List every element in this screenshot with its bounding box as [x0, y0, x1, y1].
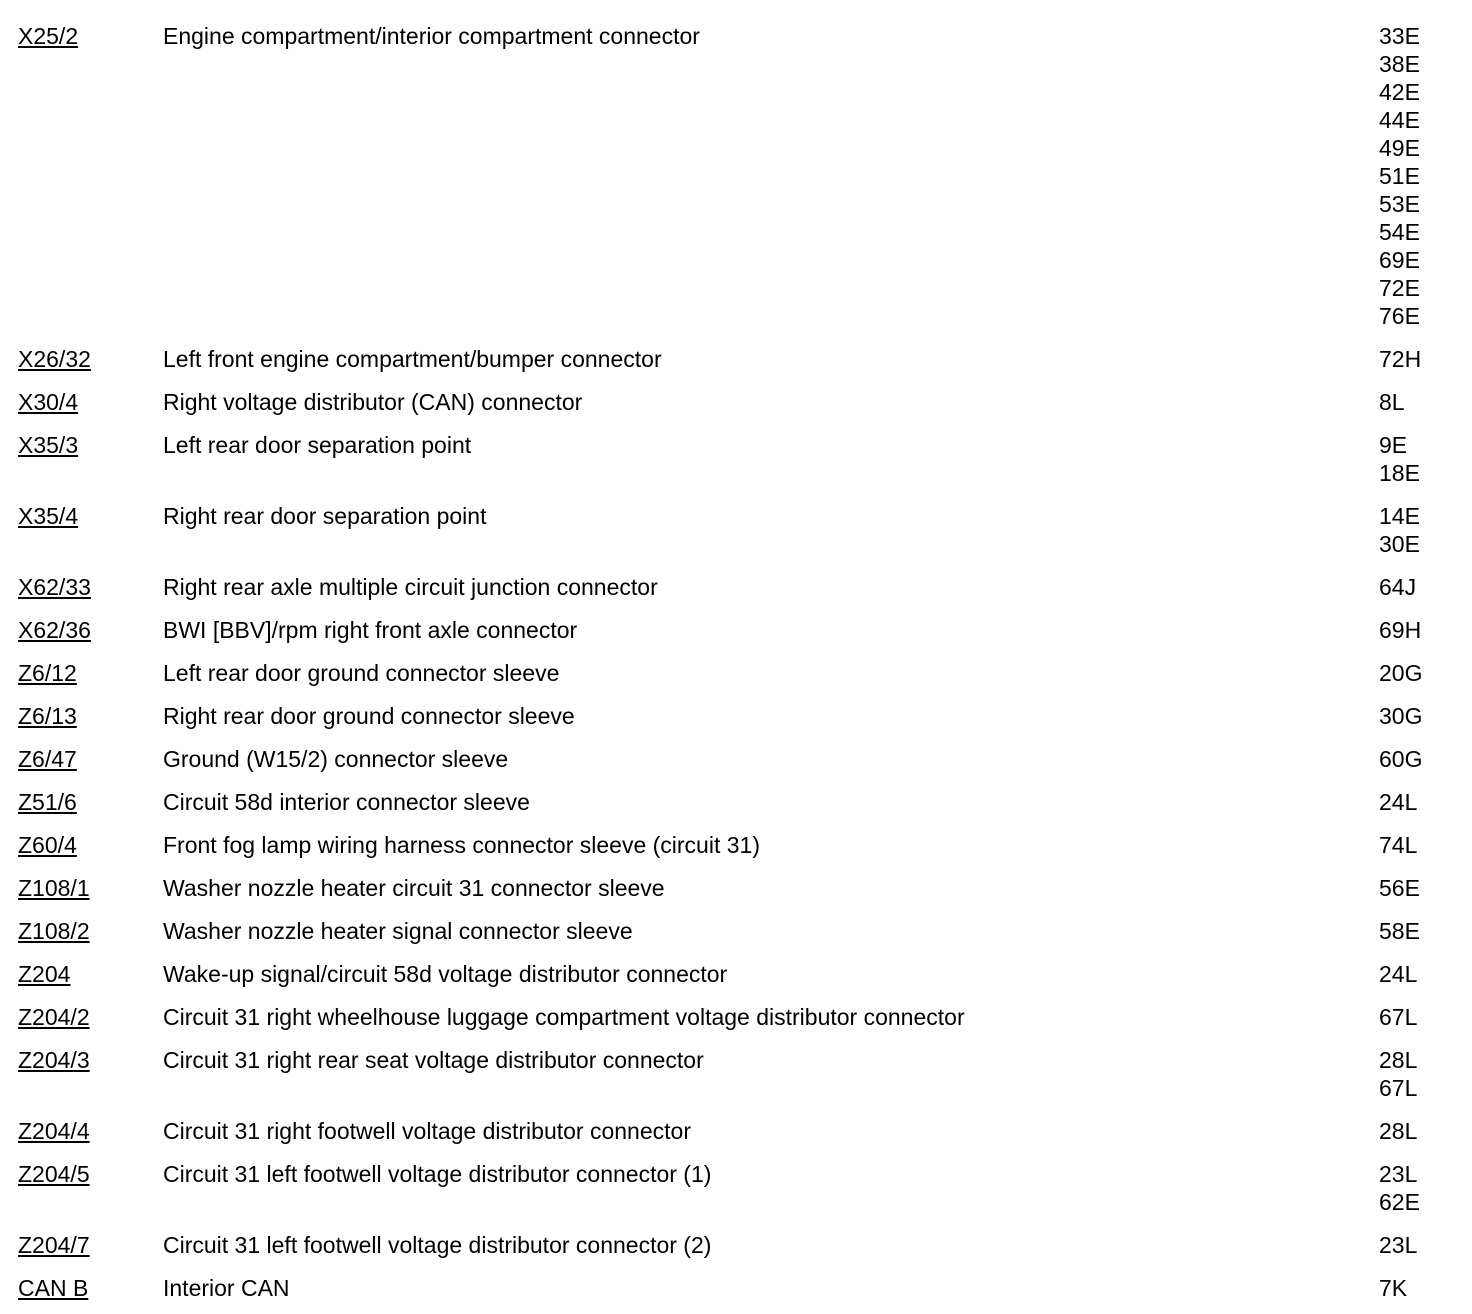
- grid-reference-list: [1379, 616, 1421, 644]
- grid-reference: 74L: [1379, 832, 1418, 858]
- component-code-link[interactable]: Z6/12: [18, 660, 77, 686]
- component-description: Circuit 58d interior connector sleeve: [163, 789, 530, 815]
- grid-reference-list: [1379, 22, 1420, 330]
- grid-reference-list: [1379, 659, 1422, 687]
- component-description: Washer nozzle heater signal connector sleeve: [163, 918, 633, 944]
- grid-reference: 23L: [1379, 1232, 1418, 1258]
- component-description: Circuit 31 left footwell voltage distributor connector (2): [163, 1232, 712, 1258]
- grid-reference: 30E: [1379, 531, 1420, 557]
- component-description: Interior CAN: [163, 1275, 290, 1301]
- grid-reference-list: [1379, 388, 1405, 416]
- grid-reference-list: [1379, 573, 1416, 601]
- component-code-link[interactable]: Z51/6: [18, 789, 77, 815]
- component-description: Left rear door separation point: [163, 432, 472, 458]
- component-description: Left front engine compartment/bumper connector: [163, 346, 662, 372]
- grid-reference: 67L: [1379, 1004, 1418, 1030]
- grid-reference: 69E: [1379, 247, 1420, 273]
- grid-reference-list: [1379, 831, 1417, 859]
- component-code-link[interactable]: Z108/2: [18, 918, 90, 944]
- grid-reference: 72H: [1379, 346, 1422, 372]
- grid-reference: 49E: [1379, 135, 1420, 161]
- grid-reference: 7K: [1379, 1275, 1408, 1301]
- grid-reference-list: [1379, 745, 1422, 773]
- component-description: Wake-up signal/circuit 58d voltage distributor connector: [163, 961, 728, 987]
- component-description: BWI [BBV]/rpm right front axle connector: [163, 617, 578, 643]
- grid-reference: 51E: [1379, 163, 1420, 189]
- grid-reference: 69H: [1379, 617, 1422, 643]
- component-code-link[interactable]: X26/32: [18, 346, 91, 372]
- grid-reference: 56E: [1379, 875, 1420, 901]
- grid-reference-list: [1379, 1231, 1417, 1259]
- grid-reference: 72E: [1379, 275, 1420, 301]
- grid-reference: 23L: [1379, 1161, 1418, 1187]
- component-description: Washer nozzle heater circuit 31 connector sleeve: [163, 875, 665, 901]
- component-description: Right rear door ground connector sleeve: [163, 703, 575, 729]
- component-code-link[interactable]: X30/4: [18, 389, 79, 415]
- grid-reference: 62E: [1379, 1189, 1420, 1215]
- component-description: Right voltage distributor (CAN) connector: [163, 389, 583, 415]
- component-description: Left rear door ground connector sleeve: [163, 660, 560, 686]
- grid-reference: 33E: [1379, 23, 1420, 49]
- grid-reference-list: [1379, 960, 1417, 988]
- component-code-link[interactable]: Z204/2: [18, 1004, 90, 1030]
- grid-reference: 67L: [1379, 1075, 1418, 1101]
- component-description: Circuit 31 left footwell voltage distributor connector (1): [163, 1161, 712, 1187]
- component-code-link[interactable]: CAN B: [18, 1275, 89, 1301]
- component-code-link[interactable]: Z204: [18, 961, 71, 987]
- grid-reference: 44E: [1379, 107, 1420, 133]
- grid-reference: 54E: [1379, 219, 1420, 245]
- grid-reference-list: [1379, 1274, 1407, 1302]
- grid-reference: 58E: [1379, 918, 1420, 944]
- component-code-link[interactable]: X25/2: [18, 23, 79, 49]
- grid-reference: 24L: [1379, 961, 1418, 987]
- component-code-link[interactable]: X35/4: [18, 503, 79, 529]
- grid-reference: 64J: [1379, 574, 1417, 600]
- grid-reference-list: [1379, 1003, 1417, 1031]
- component-description: Engine compartment/interior compartment connector: [163, 23, 700, 49]
- grid-reference: 28L: [1379, 1047, 1418, 1073]
- grid-reference-list: [1379, 431, 1420, 487]
- grid-reference: 24L: [1379, 789, 1418, 815]
- component-code-link[interactable]: Z204/7: [18, 1232, 90, 1258]
- component-code-link[interactable]: Z60/4: [18, 832, 77, 858]
- grid-reference-list: [1379, 1117, 1417, 1145]
- component-code-link[interactable]: Z204/4: [18, 1118, 90, 1144]
- grid-reference-list: [1379, 702, 1422, 730]
- component-code-link[interactable]: Z6/47: [18, 746, 77, 772]
- grid-reference-list: [1379, 1160, 1420, 1216]
- component-description: Circuit 31 right rear seat voltage distributor connector: [163, 1047, 704, 1073]
- grid-reference: 30G: [1379, 703, 1423, 729]
- grid-reference: 9E: [1379, 432, 1408, 458]
- grid-reference: 8L: [1379, 389, 1405, 415]
- component-code-link[interactable]: Z204/5: [18, 1161, 90, 1187]
- grid-reference: 76E: [1379, 303, 1420, 329]
- component-code-link[interactable]: Z6/13: [18, 703, 77, 729]
- grid-reference: 14E: [1379, 503, 1420, 529]
- component-description: Ground (W15/2) connector sleeve: [163, 746, 509, 772]
- component-description: Circuit 31 right wheelhouse luggage compartment voltage distributor connector: [163, 1004, 965, 1030]
- component-code-link[interactable]: Z204/3: [18, 1047, 90, 1073]
- grid-reference-list: [1379, 788, 1417, 816]
- component-description: Right rear door separation point: [163, 503, 487, 529]
- component-code-link[interactable]: X62/33: [18, 574, 91, 600]
- grid-reference: 42E: [1379, 79, 1420, 105]
- component-code-link[interactable]: X62/36: [18, 617, 91, 643]
- component-description: Front fog lamp wiring harness connector sleeve (circuit 31): [163, 832, 760, 858]
- grid-reference: 20G: [1379, 660, 1423, 686]
- component-code-link[interactable]: Z108/1: [18, 875, 90, 901]
- component-description: Circuit 31 right footwell voltage distributor connector: [163, 1118, 691, 1144]
- component-code-link[interactable]: X35/3: [18, 432, 79, 458]
- grid-reference-list: [1379, 345, 1421, 373]
- grid-reference-list: [1379, 917, 1420, 945]
- grid-reference: 53E: [1379, 191, 1420, 217]
- grid-reference: 38E: [1379, 51, 1420, 77]
- grid-reference-list: [1379, 502, 1420, 558]
- grid-reference-list: [1379, 1046, 1417, 1102]
- grid-reference: 28L: [1379, 1118, 1418, 1144]
- component-description: Right rear axle multiple circuit junction connector: [163, 574, 658, 600]
- grid-reference: 18E: [1379, 460, 1420, 486]
- grid-reference: 60G: [1379, 746, 1423, 772]
- grid-reference-list: [1379, 874, 1420, 902]
